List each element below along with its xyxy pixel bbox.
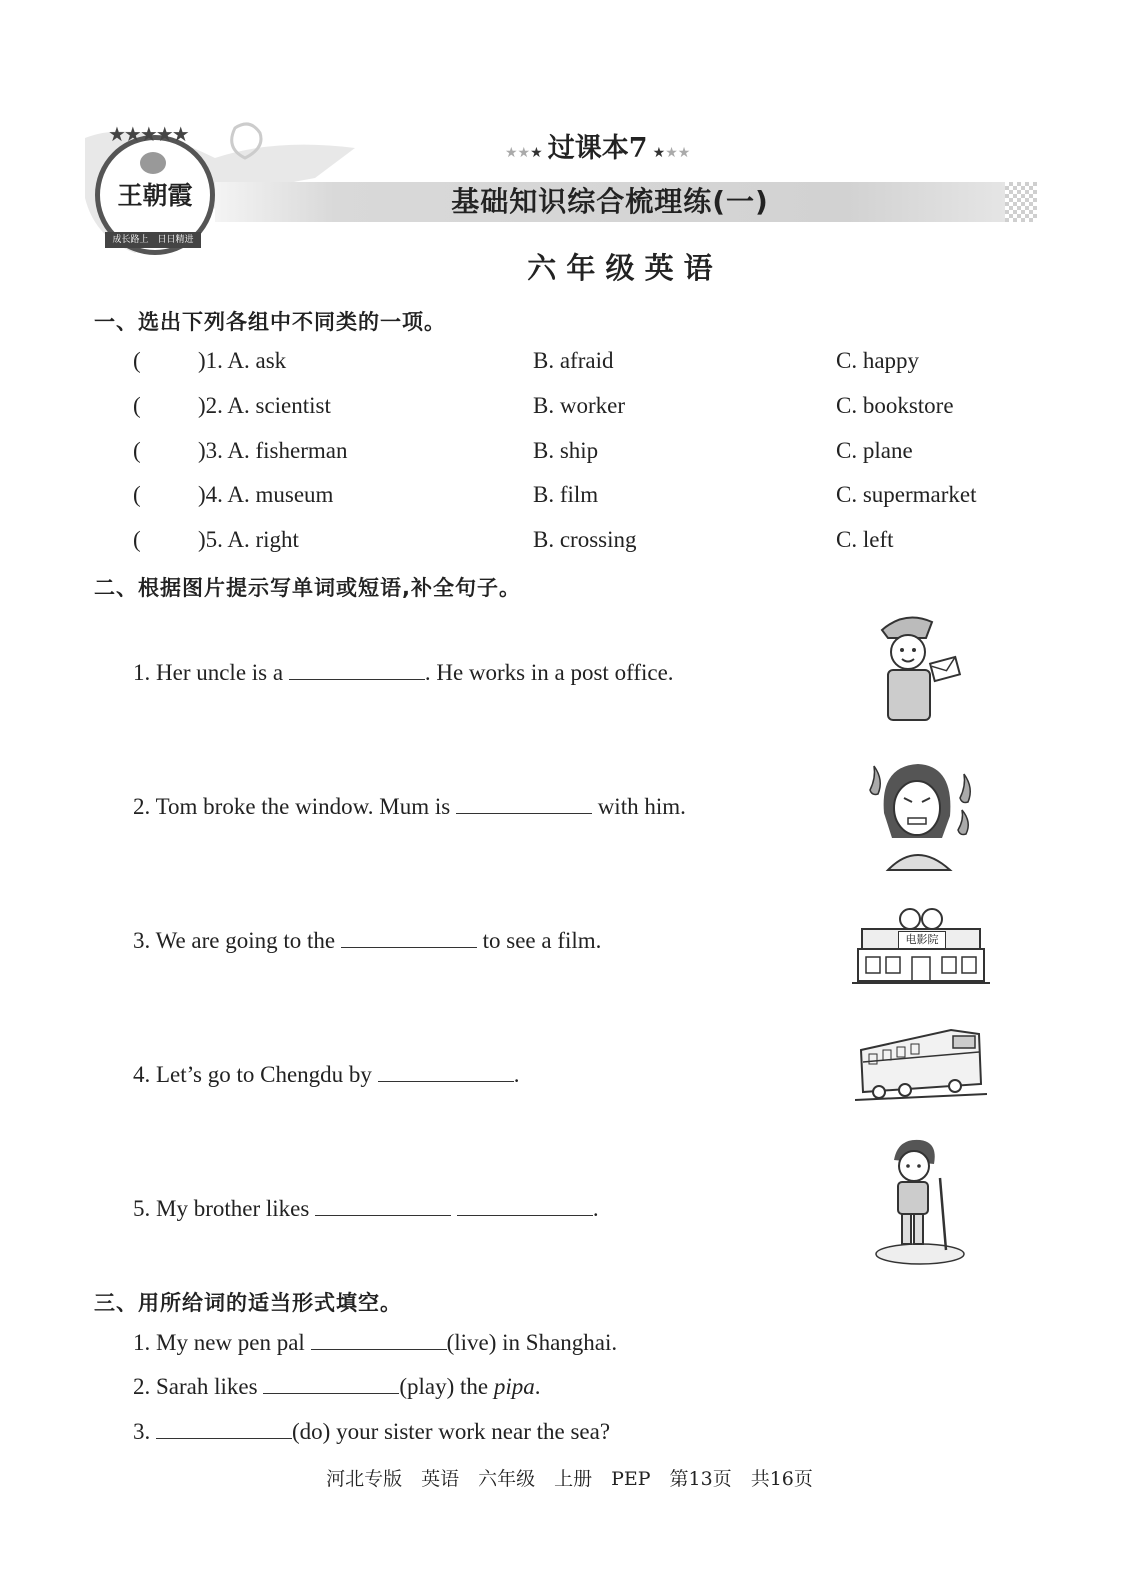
star-icon: ★ [530, 145, 543, 161]
fill-item-2 [133, 1374, 540, 1400]
answer-blank[interactable] [315, 1197, 451, 1216]
logo-ribbon [105, 232, 201, 248]
sentence-5 [133, 1196, 599, 1222]
sentence-text: . [592, 1196, 599, 1221]
option-b: B. crossing [533, 527, 637, 552]
option-b: B. afraid [533, 348, 614, 373]
answer-blank[interactable] [456, 795, 592, 814]
sentence-text: . [513, 1062, 520, 1087]
sentence-1 [133, 660, 674, 686]
answer-blank[interactable] [378, 1063, 514, 1082]
answer-paren-open: ( [133, 482, 141, 507]
option-a: )5. A. right [198, 527, 299, 552]
sentence-text: 4. Let’s go to Chengdu by [133, 1062, 372, 1087]
train-illustration [855, 1022, 987, 1104]
logo-slogan-left: 成长路上 [112, 235, 149, 245]
sentence-text: 5. My brother likes [133, 1196, 310, 1221]
sentence-text: 3. [133, 1419, 151, 1444]
list-item [0, 393, 1139, 423]
answer-paren-open: ( [133, 348, 141, 373]
postman-illustration [870, 608, 970, 723]
sentence-text: with him. [597, 794, 686, 819]
hiking-boy-illustration [872, 1138, 972, 1266]
sentence-3 [133, 928, 601, 954]
series-label [505, 132, 690, 166]
logo-stars: ★★★★★ [108, 122, 188, 146]
sentence-2 [133, 794, 686, 820]
fill-item-3 [133, 1419, 610, 1445]
list-item [0, 527, 1139, 557]
option-b: B. film [533, 482, 599, 507]
page-footer: 河北专版 英语 六年级 上册 PEP 第13页 共16页 [326, 1468, 813, 1490]
sentence-text: 1. My new pen pal [133, 1330, 305, 1355]
section1-heading: 一、选出下列各组中不同类的一项。 [94, 310, 446, 334]
option-b: B. worker [533, 393, 625, 418]
sentence-text: to see a film. [482, 928, 602, 953]
cinema-sign: 电影院 [898, 931, 946, 949]
option-a: )1. A. ask [198, 348, 287, 373]
option-c: C. plane [836, 438, 913, 463]
page-subtitle: 六 年 级 英 语 [527, 251, 713, 285]
option-c: C. supermarket [836, 482, 977, 507]
star-icon: ★★ [505, 145, 531, 161]
angry-mum-illustration [862, 758, 977, 873]
answer-blank[interactable] [311, 1331, 447, 1350]
option-c: C. happy [836, 348, 920, 373]
star-icon: ★★ [665, 145, 691, 161]
answer-blank[interactable] [457, 1197, 593, 1216]
answer-blank[interactable] [341, 929, 477, 948]
option-c: C. left [836, 527, 894, 552]
answer-paren-open: ( [133, 438, 141, 463]
sentence-text: 1. Her uncle is a [133, 660, 284, 685]
section3-heading: 三、用所给词的适当形式填空。 [94, 1291, 402, 1315]
answer-blank[interactable] [263, 1375, 399, 1394]
sentence-text: 3. We are going to the [133, 928, 336, 953]
page-title: 基础知识综合梳理练(一) [451, 185, 769, 218]
list-item [0, 482, 1139, 512]
option-c: C. bookstore [836, 393, 954, 418]
cinema-illustration [852, 905, 990, 985]
sentence-text: . [534, 1374, 541, 1399]
sentence-text: . He works in a post office. [424, 660, 674, 685]
logo-text: 王朝霞 [117, 181, 193, 210]
answer-blank[interactable] [156, 1420, 292, 1439]
option-a: )4. A. museum [198, 482, 334, 507]
option-a: )3. A. fisherman [198, 438, 348, 463]
sentence-text: (live) in Shanghai. [446, 1330, 618, 1355]
list-item [0, 348, 1139, 378]
sentence-text: (do) your sister work near the sea? [292, 1419, 611, 1444]
option-b: B. ship [533, 438, 599, 463]
answer-blank[interactable] [289, 661, 425, 680]
fill-item-1 [133, 1330, 617, 1356]
logo-emblem [140, 152, 166, 174]
option-a: )2. A. scientist [198, 393, 331, 418]
answer-paren-open: ( [133, 527, 141, 552]
sentence-text: (play) the [399, 1374, 489, 1399]
sentence-4 [133, 1062, 519, 1088]
list-item [0, 438, 1139, 468]
banner-checker [1005, 182, 1037, 222]
answer-paren-open: ( [133, 393, 141, 418]
section2-heading: 二、根据图片提示写单词或短语,补全句子。 [94, 576, 521, 600]
sentence-text: 2. Sarah likes [133, 1374, 258, 1399]
series-text: 过课本7 [547, 133, 648, 164]
star-icon: ★ [652, 145, 666, 161]
sentence-italic: pipa [493, 1374, 535, 1399]
sentence-text: 2. Tom broke the window. Mum is [133, 794, 451, 819]
logo-slogan-right: 日日精进 [157, 235, 194, 245]
